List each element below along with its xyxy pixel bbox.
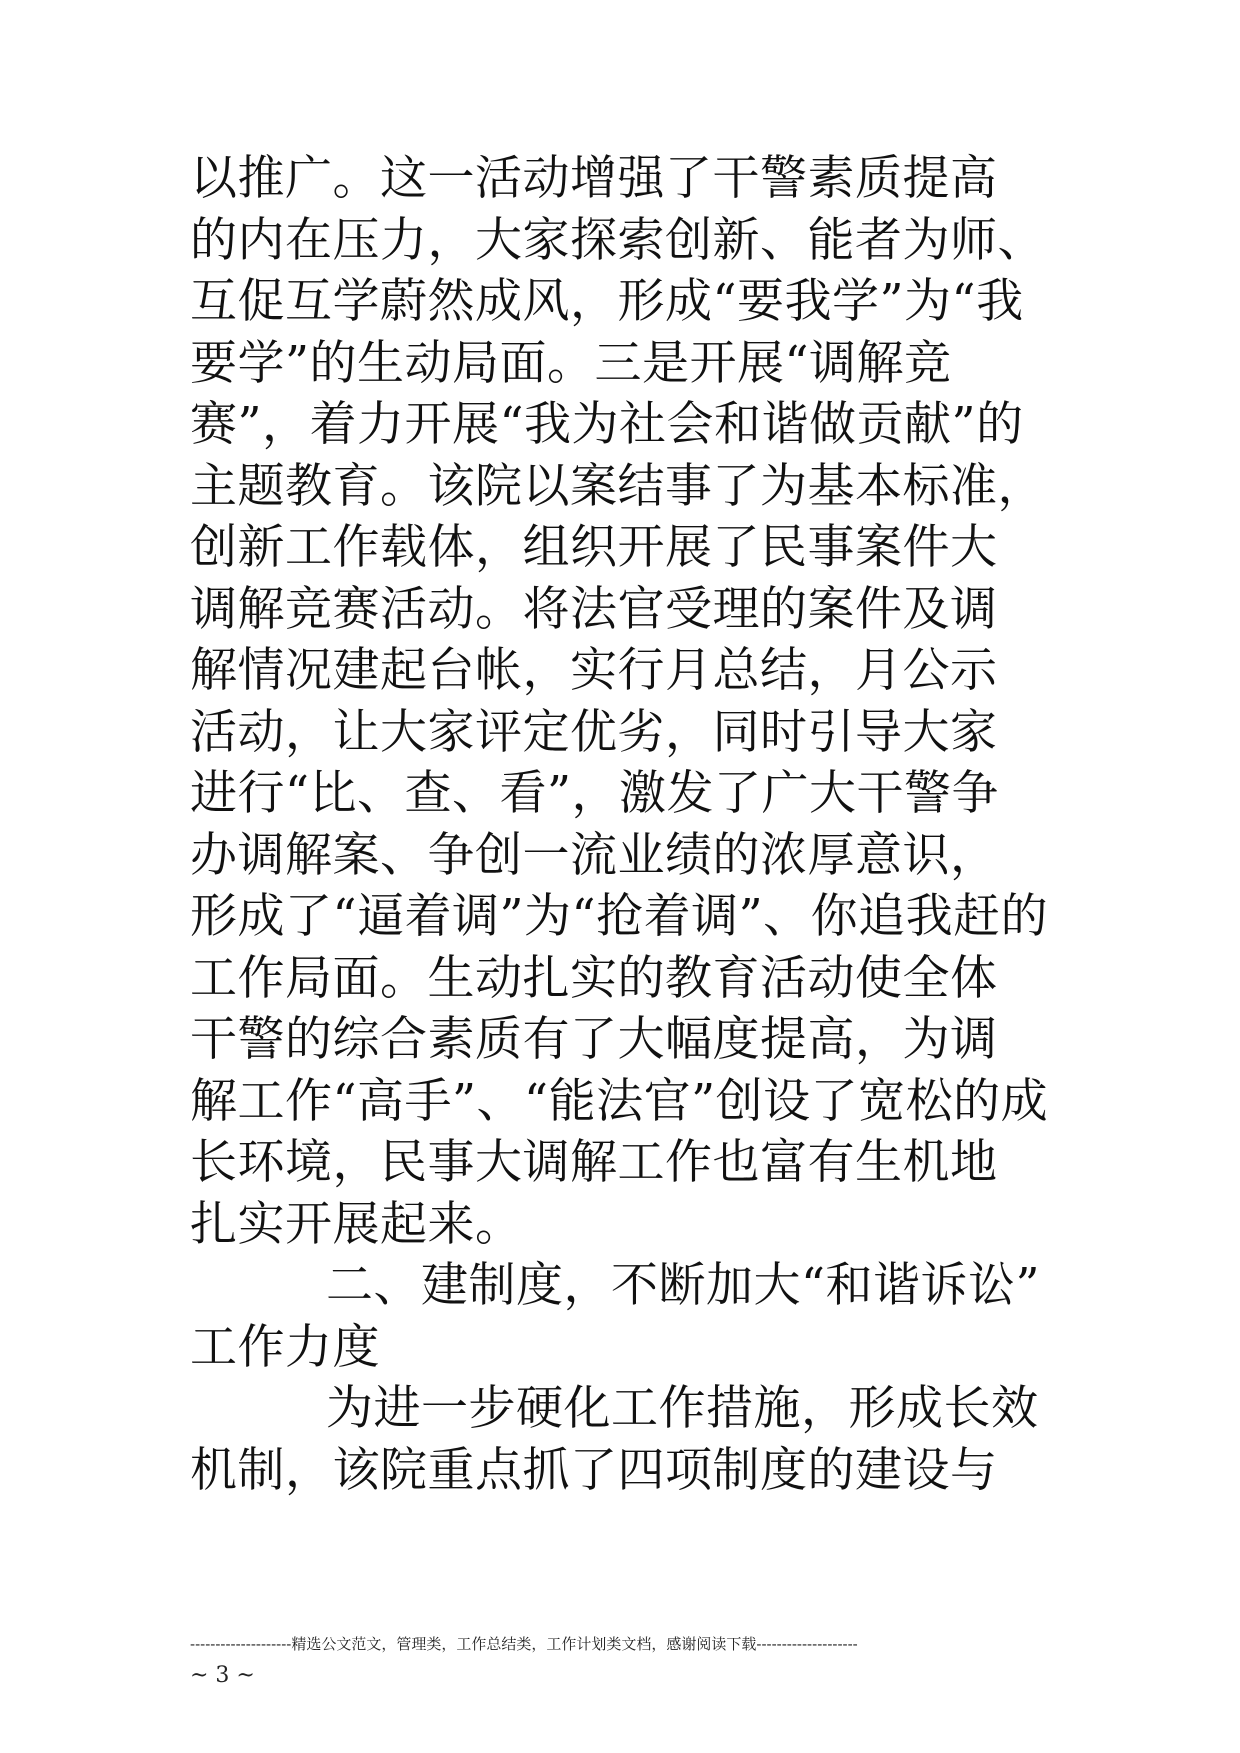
text-line: 解工作“高手”、“能法官”创设了宽松的成 [190, 1073, 1049, 1129]
body-text [190, 148, 1060, 1501]
text-line: 长环境，民事大调解工作也富有生机地 [190, 1135, 998, 1190]
footer-note: --------------------精选公文范文，管理类，工作总结类，工作计划类文档，感谢阅读下载-------------------- [190, 1635, 858, 1653]
text-line: 以推广。这一活动增强了干警素质提高 [190, 151, 998, 206]
text-line: 赛”，着力开展“我为社会和谐做贡献”的 [190, 397, 1024, 452]
text-line: 办调解案、争创一流业绩的浓厚意识， [190, 827, 998, 883]
text-line: 机制，该院重点抓了四项制度的建设与 [190, 1442, 998, 1498]
section-heading-line: 工作力度 [190, 1319, 380, 1375]
text-line: 要学”的生动局面。三是开展“调解竞 [190, 335, 952, 391]
text-line: 互促互学蔚然成风，形成“要我学”为“我 [190, 274, 1024, 329]
text-line: 创新工作载体，组织开展了民事案件大 [190, 520, 998, 575]
section-heading-line: 二、建制度，不断加大“和谐诉讼” [326, 1258, 1041, 1313]
text-line: 主题教育。该院以案结事了为基本标准， [190, 458, 1045, 514]
text-line: 干警的综合素质有了大幅度提高，为调 [190, 1012, 998, 1067]
text-line: 活动，让大家评定优劣，同时引导大家 [190, 704, 998, 760]
page-number: ~ 3 ~ [190, 1663, 255, 1688]
text-line: 扎实开展起来。 [190, 1196, 523, 1252]
text-line: 工作局面。生动扎实的教育活动使全体 [190, 950, 998, 1006]
text-line: 解情况建起台帐，实行月总结，月公示 [190, 643, 998, 698]
text-line: 形成了“逼着调”为“抢着调”、你追我赶的 [190, 889, 1049, 944]
paragraph-start-line: 为进一步硬化工作措施，形成长效 [326, 1381, 1039, 1436]
text-line: 进行“比、查、看”，激发了广大干警争 [190, 766, 1000, 821]
text-line: 调解竞赛活动。将法官受理的案件及调 [190, 581, 998, 637]
text-line: 的内在压力，大家探索创新、能者为师、 [190, 212, 1045, 268]
